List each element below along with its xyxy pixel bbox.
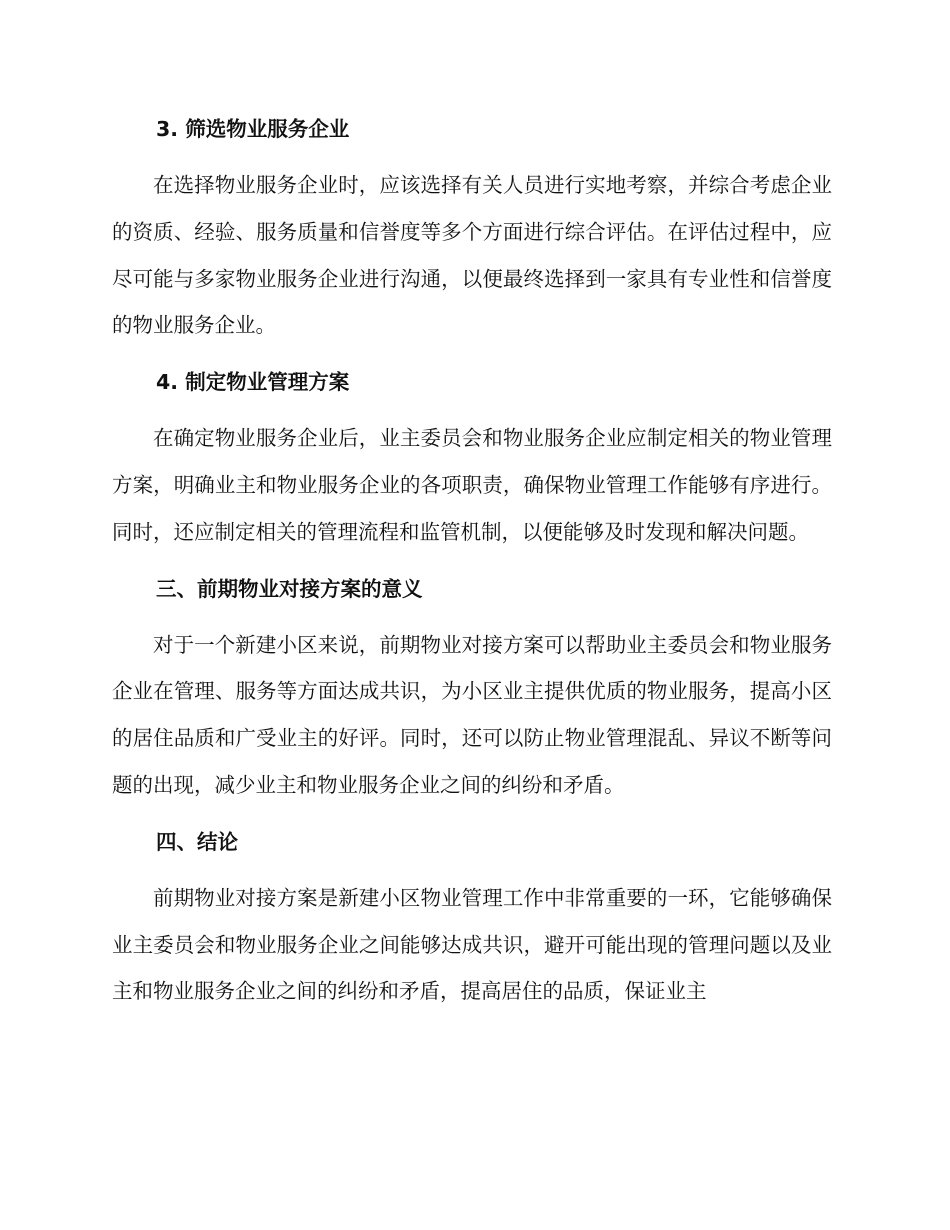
section-heading-screen-property-company: 3. 筛选物业服务企业 <box>156 117 350 141</box>
section-paragraph-management-plan: 在确定物业服务企业后，业主委员会和物业服务企业应制定相关的物业管理方案，明确业主和物业服务企业的各项职责，确保物业管理工作能够有序进行。同时，还应制定相关的管理流程和监管机制，以便能够及时发现和解决问题。 <box>112 426 832 544</box>
section-paragraph-significance: 对于一个新建小区来说，前期物业对接方案可以帮助业主委员会和物业服务企业在管理、服务等方面达成共识，为小区业主提供优质的物业服务，提高小区的居住品质和广受业主的好评。同时，还可以防止物业管理混乱、异议不断等问题的出现，减少业主和物业服务企业之间的纠纷和矛盾。 <box>112 632 832 797</box>
section-paragraph-conclusion: 前期物业对接方案是新建小区物业管理工作中非常重要的一环，它能够确保业主委员会和物业服务企业之间能够达成共识，避开可能出现的管理问题以及业主和物业服务企业之间的纠纷和矛盾，提高居住的品质，保证业主 <box>112 885 832 1004</box>
document-body <box>112 108 832 1015</box>
section-heading-significance: 三、前期物业对接方案的意义 <box>156 576 423 601</box>
section-heading-management-plan: 4. 制定物业管理方案 <box>156 370 350 395</box>
section-heading-conclusion: 四、结论 <box>156 829 238 854</box>
section-paragraph-screen-property-company: 在选择物业服务企业时，应该选择有关人员进行实地考察，并综合考虑企业的资质、经验、服务质量和信誉度等多个方面进行综合评估。在评估过程中，应尽可能与多家物业服务企业进行沟通，以便最终选择到一家具有专业性和信誉度的物业服务企业。 <box>112 173 832 338</box>
